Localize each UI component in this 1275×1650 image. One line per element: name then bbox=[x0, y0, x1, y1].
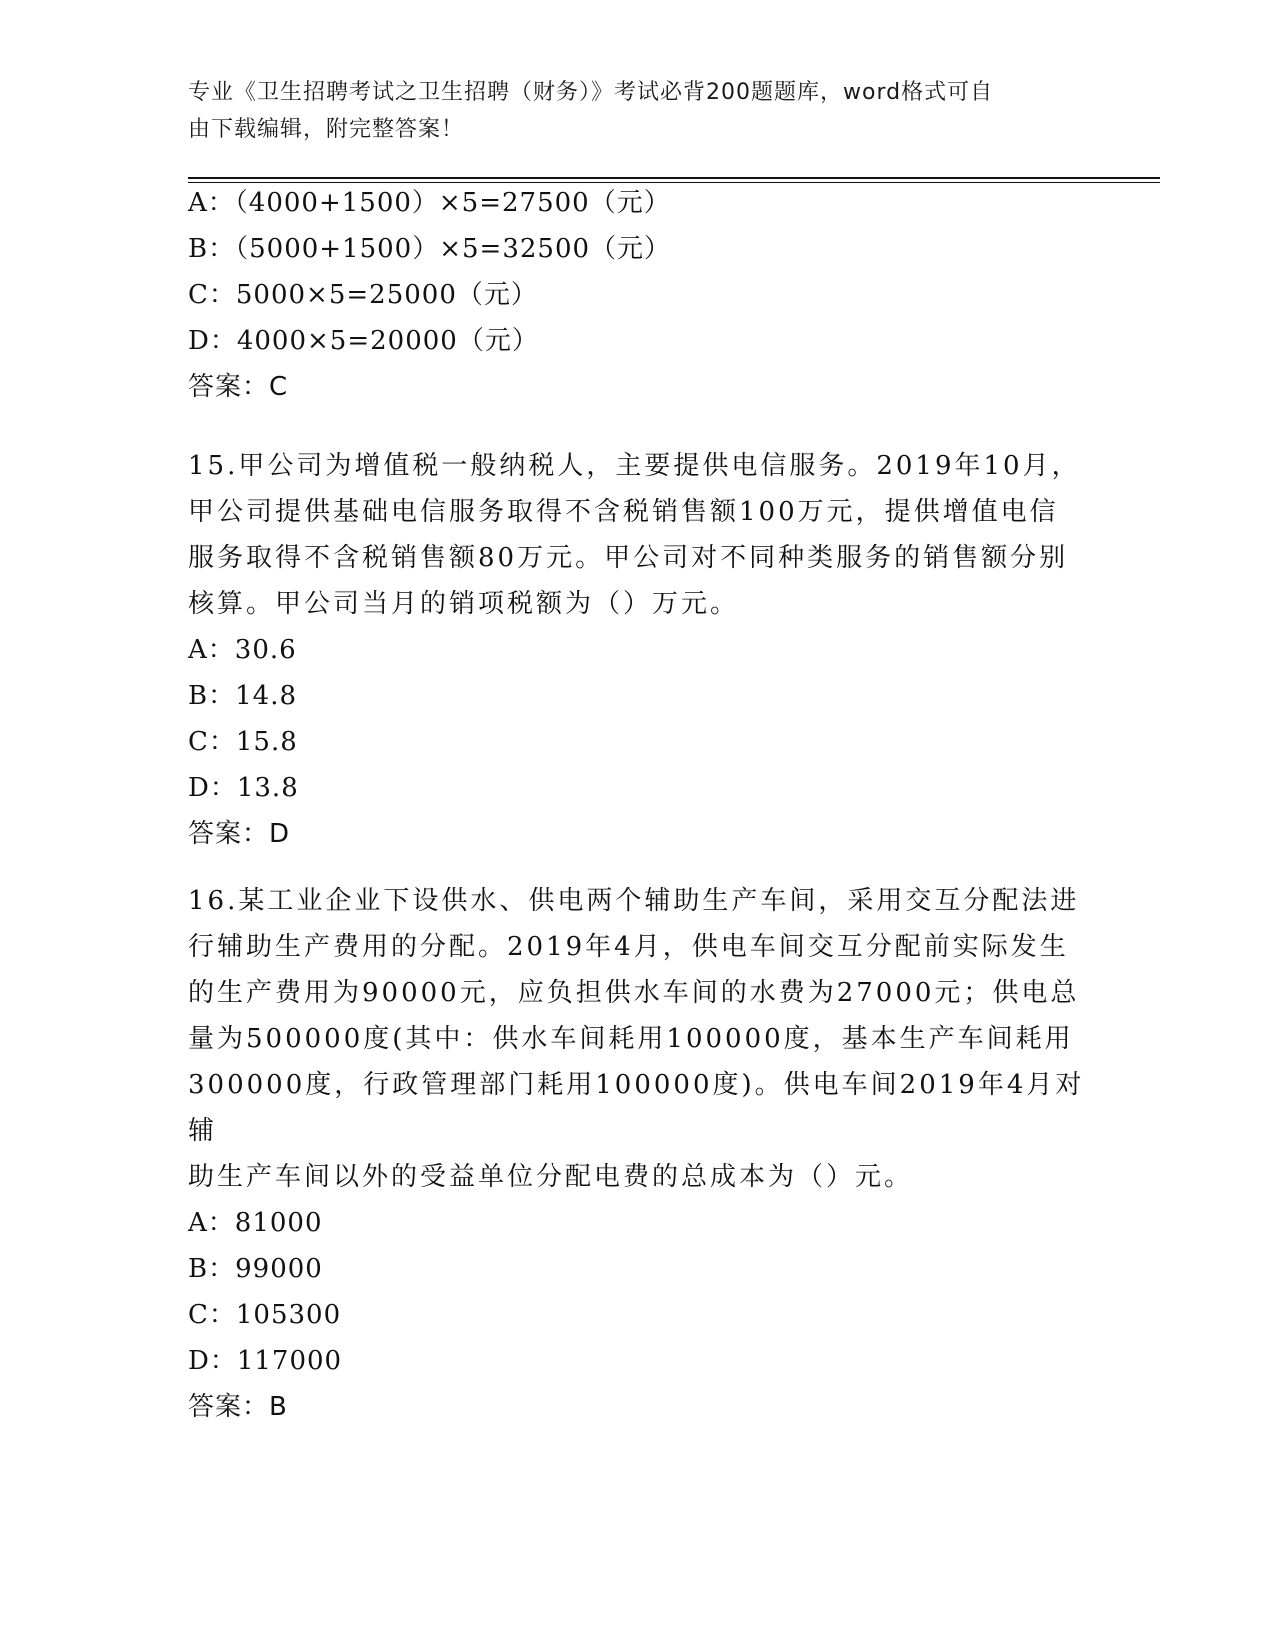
option-b: B：14.8 bbox=[188, 681, 297, 711]
header-line-2: 由下载编辑，附完整答案！ bbox=[188, 117, 465, 142]
option-d: D：117000 bbox=[188, 1346, 343, 1376]
stem-line: 的生产费用为90000元，应负担供水车间的水费为27000元；供电总 bbox=[188, 978, 1080, 1008]
answer-line: 答案：B bbox=[188, 1392, 288, 1422]
answer-line: 答案：C bbox=[188, 372, 289, 402]
question-14 bbox=[188, 180, 1088, 410]
stem-line: 服务取得不含税销售额80万元。甲公司对不同种类服务的销售额分别 bbox=[188, 543, 1069, 573]
option-a: A：30.6 bbox=[188, 635, 297, 665]
document-header bbox=[188, 74, 1068, 148]
option-a: A：（4000+1500）×5=27500（元） bbox=[188, 188, 671, 218]
stem-line: 16.某工业企业下设供水、供电两个辅助生产车间，采用交互分配法进 bbox=[188, 886, 1080, 916]
option-c: C：5000×5=25000（元） bbox=[188, 280, 538, 310]
stem-line: 行辅助生产费用的分配。2019年4月，供电车间交互分配前实际发生 bbox=[188, 932, 1069, 962]
option-d: D：4000×5=20000（元） bbox=[188, 326, 539, 356]
question-stem bbox=[188, 443, 1088, 627]
stem-line: 核算。甲公司当月的销项税额为（）万元。 bbox=[188, 589, 740, 619]
option-a: A：81000 bbox=[188, 1208, 323, 1238]
stem-line: 助生产车间以外的受益单位分配电费的总成本为（）元。 bbox=[188, 1162, 914, 1192]
stem-line: 甲公司提供基础电信服务取得不含税销售额100万元，提供增值电信 bbox=[188, 497, 1059, 527]
option-c: C：105300 bbox=[188, 1300, 342, 1330]
option-b: B：（5000+1500）×5=32500（元） bbox=[188, 234, 672, 264]
stem-line: 300000度，行政管理部门耗用100000度)。供电车间2019年4月对辅 bbox=[188, 1070, 1085, 1146]
option-b: B：99000 bbox=[188, 1254, 323, 1284]
stem-line: 量为500000度(其中：供水车间耗用100000度，基本生产车间耗用 bbox=[188, 1024, 1074, 1054]
answer-line: 答案：D bbox=[188, 819, 291, 849]
header-rule-thick bbox=[188, 177, 1160, 179]
question-15 bbox=[188, 443, 1088, 857]
option-d: D：13.8 bbox=[188, 773, 299, 803]
header-line-1: 专业《卫生招聘考试之卫生招聘（财务）》考试必背200题题库，word格式可自 bbox=[188, 80, 994, 105]
option-c: C：15.8 bbox=[188, 727, 298, 757]
stem-line: 15.甲公司为增值税一般纳税人，主要提供电信服务。2019年10月， bbox=[188, 451, 1081, 481]
question-stem bbox=[188, 878, 1088, 1200]
question-16 bbox=[188, 878, 1088, 1430]
